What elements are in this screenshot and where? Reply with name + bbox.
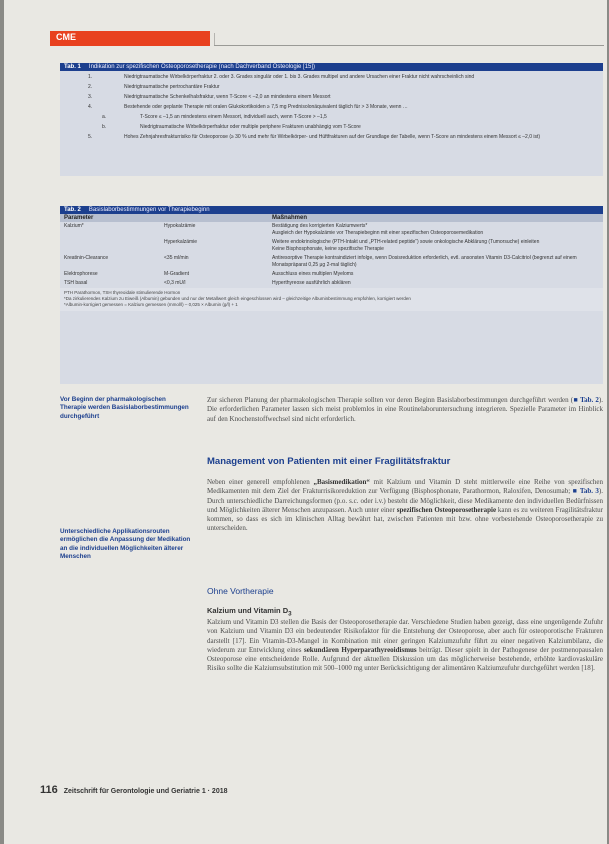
column-header: Maßnahmen xyxy=(272,215,308,221)
finding-cell: Hypokalzämie xyxy=(164,223,196,229)
column-header: Parameter xyxy=(64,215,94,221)
section-heading: Management von Patienten mit einer Fragilitätsfraktur xyxy=(207,456,451,467)
table-2-title: Basislaborbestimmungen vor Therapiebeginn xyxy=(88,207,210,213)
row-number: 5. xyxy=(88,134,93,140)
parameter-cell: Elektrophorese xyxy=(64,271,98,277)
row-number: a. xyxy=(102,114,107,120)
table-1-body xyxy=(60,71,603,141)
row-text: Niedrigtraumatische Schenkelhalsfraktur, wenn T-Score < –2,0 an mindestens einem Messort xyxy=(124,94,331,100)
row-text: Niedrigtraumatische Wirbelkörperfraktur oder multiple periphere Frakturen unabhängig vom T-Score xyxy=(140,124,361,130)
page-number: 116 xyxy=(40,784,58,796)
journal-page xyxy=(4,0,607,844)
measure-cell: Bestätigung des korrigierten Kalziumwerts* Ausgleich der Hypokalzämie vor Therapiebeginn mit einer spezifischen Osteoporosemedikation xyxy=(272,223,484,236)
finding-cell: <0,3 mU/l xyxy=(164,280,186,286)
paragraph xyxy=(207,618,603,674)
table-1-header xyxy=(60,63,603,71)
finding-cell: Hyperkalzämie xyxy=(164,239,198,245)
row-number: 1. xyxy=(88,74,93,80)
table-row xyxy=(60,254,603,270)
row-number: 2. xyxy=(88,84,93,90)
text-run: ). Durch unterschiedliche Darreichungsformen (p.o. s.c. oder i.v.) besteht die Möglichkeit, diese Medikamente den individuellen Bedürfnissen und Möglichkeiten älterer Menschen anzupassen. Auch unter einer xyxy=(207,487,603,514)
table-row xyxy=(60,114,603,121)
row-text: Niedrigtraumatische Wirbelkörperfraktur 2. oder 3. Grades singulär oder 1. bis 3. Grades multipel und andere Ursachen einer Fraktur nicht wahrscheinlich sind xyxy=(124,74,475,80)
table-row xyxy=(60,74,603,81)
table-reference-link[interactable]: ■ Tab. 3 xyxy=(572,487,599,496)
table-reference-link[interactable]: ■ Tab. 2 xyxy=(573,396,599,404)
text-run: beiträgt. Dieser spielt in der Pathogenese der postmenopausalen Osteoporose eine entscheidende Rolle. Aufgrund der aktuellen Diskussion um das möglicherweise bestehende, erhöhte kardiovaskuläre Risiko sollte die Kalziumsubstitution mit 500–1000 mg unter Berücksichtigung der alimentären Kalziumzufuhr durchgeführt werden [18]. xyxy=(207,645,604,673)
table-1-label: Tab. 1 xyxy=(64,64,81,70)
table-row xyxy=(60,124,603,131)
table-row xyxy=(60,134,603,141)
subsection-heading: Ohne Vortherapie xyxy=(207,586,274,596)
table-2-label: Tab. 2 xyxy=(64,207,81,213)
row-number: b. xyxy=(102,124,107,130)
table-1 xyxy=(60,63,603,176)
column-header xyxy=(164,214,272,222)
paragraph xyxy=(207,478,603,534)
subsubsection-heading xyxy=(207,606,292,618)
table-row xyxy=(60,238,603,254)
measure-cell: Ausschluss eines multiplen Myeloms xyxy=(272,271,354,277)
footnote: *Albumin-korrigiert gemessen = Kalzium gemessen (mmol/l) – 0,025 × Albumin (g/l) + 1 xyxy=(64,302,238,307)
footnote: PTH Parathormon, TSH thyreoidale stimulierende Hormon xyxy=(64,290,181,295)
measure-cell: Antiresorptive Therapie kontraindiziert infolge, wenn Dosisreduktion erforderlich, evtl. ansonsten Vitamin D3-Calcitriol (begrenzt auf einem Monatspräparat 0,25 μg 2-mal täglich) xyxy=(272,255,577,268)
bold-term: spezifischen Osteoporosetherapie xyxy=(396,505,497,514)
table-2 xyxy=(60,206,603,384)
table-1-title: Indikation zur spezifischen Osteoporosetherapie (nach Dachverband Osteologie [15]) xyxy=(88,64,316,70)
measure-cell: Hyperthyreose ausführlich abklären xyxy=(272,280,351,286)
text-run: mit Kalzium und Vitamin D steht mittlerweile eine Reihe von spezifischen Medikamenten mit dem Ziel der Frakturrisikoreduktion zur Verfügung (Bisphosphonate, Parathormon, Raloxifen, Denosumab; xyxy=(207,478,604,496)
text-run: Zur sicheren Planung der pharmakologischen Therapie sollten vor deren Beginn Basislaborbestimmungen durchgeführt werden ( xyxy=(207,396,574,404)
table-2-header xyxy=(60,206,603,214)
text-run: Kalzium und Vitamin D3 stellen die Basis der Osteoporosetherapie dar. Verschiedene Studien haben gezeigt, dass eine ungenügende Zufuhr von Kalzium und Vitamin D3 ein bedeutender Risikofaktor für die Entstehung der Osteoporose, aber auch für osteoporotische Frakturen darstellt [17]. Ein Vitamin-D3-Mangel in Kombination mit einer geringen Kalziumzufuhr führt zu einer negativen Kalziumbilanz, die wiederum zur Entwicklung eines xyxy=(207,618,603,654)
table-2-column-headers xyxy=(60,214,603,222)
bold-term: sekundären Hyperparathyreoidismus xyxy=(303,645,417,654)
row-text: Niedrigtraumatische pertrochantäre Fraktur xyxy=(124,84,220,90)
measure-cell: Weitere endokrinologische (PTH-Intakt und „PTH-related peptide“) sowie onkologische Abklärung (Tumorsuche) einleiten Keine Bisphosphonate, keine spezifische Therapie xyxy=(272,239,540,252)
text-run: Neben einer generell empfohlenen xyxy=(207,478,314,486)
cme-label: CME xyxy=(56,32,76,42)
parameter-cell: Kalzium* xyxy=(64,223,84,229)
row-number: 3. xyxy=(88,94,93,100)
bold-term: „Basismedikation“ xyxy=(313,478,370,486)
header-rule xyxy=(214,45,604,46)
row-number: 4. xyxy=(88,104,93,110)
table-row xyxy=(60,279,603,288)
row-text: Hohes Zehnjahresfrakturrisiko für Osteoporose (≥ 30 % und mehr für Wirbelkörper- und Hüftfrakturen auf der Grundlage der Tabelle, wenn T-Score an mindestens einem Messort ≤ –2,0 ist) xyxy=(124,134,541,140)
heading-text: Kalzium und Vitamin D xyxy=(207,606,289,615)
sidebar-note: Unterschiedliche Applikationsrouten ermöglichen die Anpassung der Medikation an die individuellen Möglichkeiten älterer Menschen xyxy=(60,528,191,561)
finding-cell: <35 ml/min xyxy=(164,255,189,261)
journal-name: Zeitschrift für Gerontologie und Geriatrie 1 · 2018 xyxy=(63,788,228,795)
table-row xyxy=(60,104,603,111)
finding-cell: M-Gradient xyxy=(164,271,190,277)
row-text: Bestehende oder geplante Therapie mit oralen Glukokortikoiden ≥ 7,5 mg Prednisolonäquivalent täglich für > 3 Monate, wenn … xyxy=(124,104,408,110)
paragraph xyxy=(207,396,603,424)
sidebar-note: Vor Beginn der pharmakologischen Therapie werden Basislaborbestimmungen durchgeführt xyxy=(60,396,189,420)
parameter-cell: Kreatinin-Clearance xyxy=(64,255,109,261)
heading-subscript: 3 xyxy=(288,610,292,618)
table-row xyxy=(60,222,603,238)
table-row xyxy=(60,94,603,101)
table-2-body xyxy=(60,222,603,288)
parameter-cell: TSH basal xyxy=(64,280,88,286)
text-run: kann es zu weiteren Fragilitätsfraktur kommen, so dass es sich im klinischen Alltag bewährt hat, zwischen Patienten mit bzw. ohne vorbestehende Osteoporosetherapie zu unterscheiden. xyxy=(207,505,603,533)
footnote: *Da zirkulierendes Kalzium zu Eiweiß (Albumin) gebunden und nur der Metallwert gleich eingeschlossen wird – gleichzeitige Albuminbestimmung empfohlen, korrigiert werden xyxy=(64,296,411,301)
page-footer xyxy=(40,784,228,796)
parameter-cell xyxy=(60,239,164,253)
row-text: T-Score ≤ –1,5 an mindestens einem Messort, individuell auch, wenn T-Score > –1,5 xyxy=(140,114,327,120)
table-row xyxy=(60,270,603,279)
text-run: ). Die erforderlichen Parameter lassen sich meist problemlos in eine Routinelaboruntersuchung integrieren. Spezielle Parameter im Hinblick auf den Knochenstoffwechsel sind nicht erforderlich. xyxy=(207,396,603,423)
table-row xyxy=(60,84,603,91)
table-2-footnotes xyxy=(60,288,603,311)
